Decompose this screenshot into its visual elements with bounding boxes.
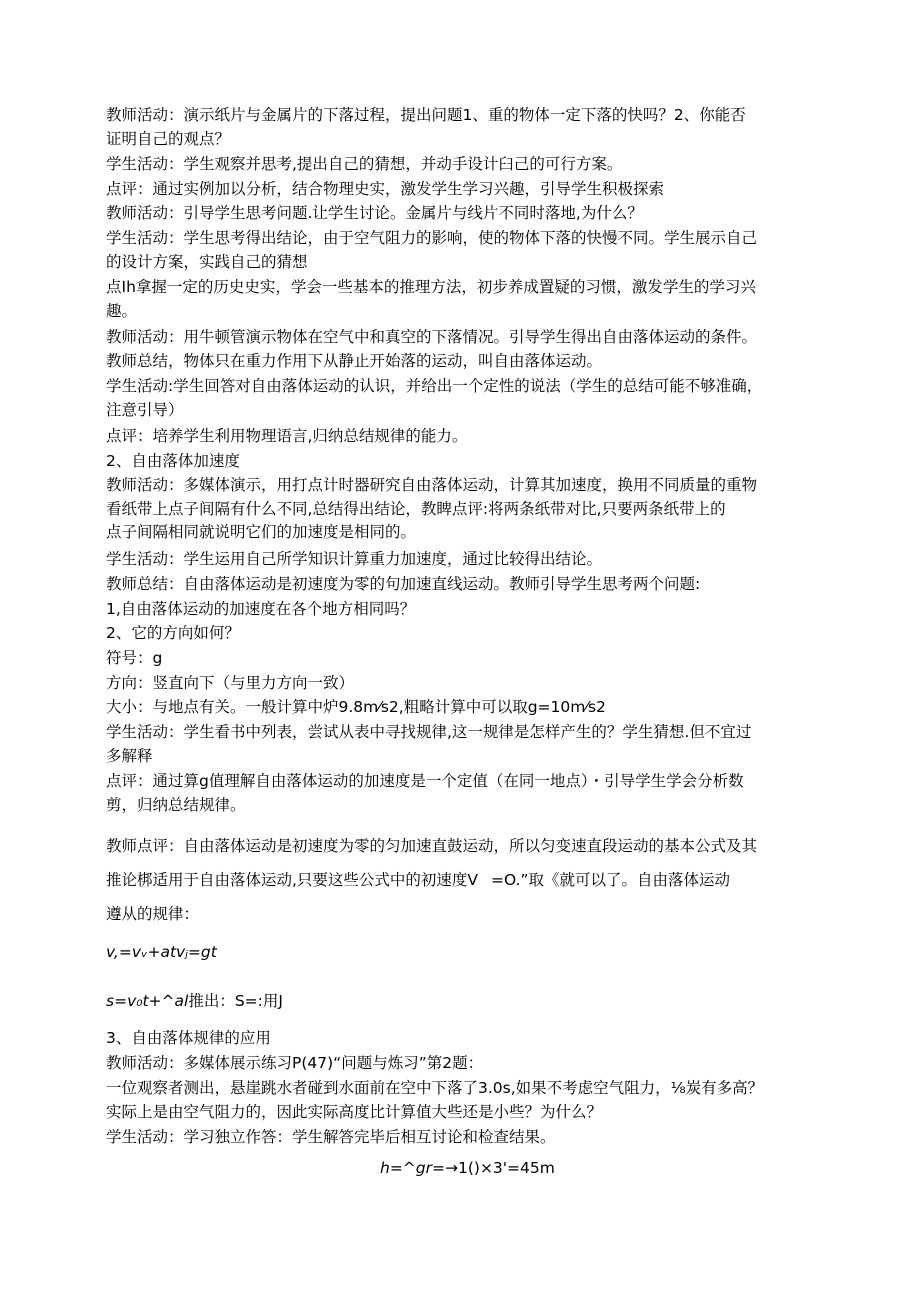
text-line: 的设计方案，实践自己的猜想 — [106, 252, 308, 271]
paragraph-teacher-activity-4 — [106, 474, 859, 545]
paragraph-student-activity-1 — [106, 153, 859, 177]
text-line: 方向：竖直向下（与里力方向一致） — [106, 674, 355, 692]
paragraph-teacher-activity-2 — [106, 202, 859, 226]
formula-text: h=^gr= — [380, 1159, 445, 1177]
magnitude-line — [106, 696, 826, 720]
text-line: 剪，归纳总结规律。 — [106, 795, 246, 814]
text-line: 教师活动：演示纸片与金属片的下落过程，提出问题1、重的物体一定下落的快吗？2、你能否 — [106, 106, 746, 124]
paragraph-teacher-summary — [106, 573, 859, 597]
text-line: 学生活动：学习独立作答：学生解答完毕后相互讨论和检查结果。 — [106, 1128, 556, 1146]
formula-text: 推出：S=:用J — [188, 992, 283, 1010]
text-line: 大小：与地点有关。一般计算中炉9.8m⁄s2,粗略计算中可以取g=10m⁄s2 — [106, 698, 606, 716]
text-line: 教师活动：多媒体演示，用打点计时器研究自由落体运动，计算其加速度，换用不同质量的重物 — [106, 476, 758, 494]
symbol-line — [106, 647, 826, 671]
text-line: 证明自己的观点？ — [106, 129, 231, 148]
text-line: 点子间隔相同就说明它们的加速度是相同的。 — [106, 523, 417, 541]
paragraph-student-activity-6 — [106, 1126, 859, 1150]
paragraph-student-activity-2 — [106, 227, 859, 274]
section-heading-2 — [106, 450, 826, 474]
paragraph-comment-3 — [106, 425, 859, 449]
text-line: 教师活动：多媒体展示练习P(47)“问题与炼习”第2题： — [106, 1054, 484, 1072]
text-line: 点Ih拿握一定的历史史实，学会一些基本的推理方法，初步养成置疑的习惯，激发学生的学习兴 — [106, 278, 756, 296]
paragraph-student-activity-3 — [106, 375, 859, 422]
text-line: 看纸带上点子间隔有什么不同,总结得出结论，教睥点评:将两条纸带对比,只要两条纸带上的 — [106, 499, 726, 518]
text-line: 点评：培养学生利用物理语言,归纳总结规律的能力。 — [106, 427, 468, 445]
question-1 — [106, 598, 826, 622]
text-line: 推论梆适用于自由落体运动,只要这些公式中的初速度V =O.”取《就可以了。自由落体运动 — [106, 871, 730, 889]
text-line: 教师总结：自由落体运动是初速度为零的句加速直线运动。教师引导学生思考两个问题: — [106, 575, 701, 593]
text-line: 实际上是由空气阻力的，因此实际高度比计算值大些还是小些？为什么？ — [106, 1102, 603, 1121]
text-line: 教师活动：引导学生思考问题.让学生讨论。金属片与线片不同时落地,为什么？ — [106, 204, 643, 222]
text-line: 2、自由落体加速度 — [106, 452, 240, 470]
text-line: 一位观察者测出，悬崖跳水者碰到水面前在空中下落了3.0s,如果不考虑空气阻力，⅛炭有多高？ — [106, 1079, 764, 1097]
text-line: 教师总结，物体只在重力作用下从静止开始落的运动，叫自由落体运动。 — [106, 351, 603, 370]
text-line: 趣。 — [106, 301, 138, 320]
direction-line — [106, 672, 826, 696]
question-2 — [106, 622, 826, 646]
paragraph-teacher-activity-1 — [106, 104, 859, 151]
formula-text: v,=vᵥ+atvⱼ=gt — [106, 943, 217, 961]
paragraph-comment-4 — [106, 770, 859, 817]
text-line: 教师点评：自由落体运动是初速度为零的匀加速直鼓运动，所以匀变速直段运动的基本公式及其 — [106, 837, 758, 855]
text-line: 多解释 — [106, 746, 153, 765]
text-line: 点评：通过算g值理解自由落体运动的加速度是一个定值（在同一地点）・引导学生学会分析数 — [106, 772, 744, 790]
text-line: 教师活动：用牛顿管演示物体在空气中和真空的下落情况。引导学生得出自由落体运动的条件。 — [106, 328, 758, 346]
text-line: 点评：通过实例加以分析，结合物理史实，激发学生学习兴趣，引导学生积极探索 — [106, 180, 665, 198]
formula-text: s=v₀t+^al — [106, 992, 189, 1010]
formula-height — [380, 1159, 555, 1177]
paragraph-teacher-comment — [106, 829, 859, 931]
paragraph-comment-1 — [106, 178, 859, 202]
text-line: 符号：g — [106, 649, 163, 667]
formula-displacement — [106, 989, 283, 1011]
section-heading-3 — [106, 1027, 826, 1051]
text-line: 注意引导） — [106, 400, 184, 419]
text-line: 学生活动：学生运用自己所学知识计算重力加速度，通过比较得出结论。 — [106, 550, 603, 568]
text-line: 学生活动：学生看书中列表，尝试从表中寻找规律,这一规律是怎样产生的？学生猜想.但不宜过 — [106, 723, 752, 741]
text-line: 3、自由落体规律的应用 — [106, 1029, 271, 1047]
paragraph-comment-2 — [106, 276, 859, 323]
paragraph-problem — [106, 1077, 859, 1124]
text-line: 学生活动:学生回答对自由落体运动的认识，并给出一个定性的说法（学生的总结可能不够准确， — [106, 377, 763, 395]
text-line: 2、它的方向如何？ — [106, 624, 240, 642]
paragraph-student-activity-4 — [106, 548, 859, 572]
text-line: 遵从的规律： — [106, 905, 200, 923]
paragraph-student-activity-5 — [106, 721, 859, 768]
text-line: 学生活动：学生思考得出结论，由于空气阻力的影响，使的物体下落的快慢不同。学生展示自己 — [106, 229, 758, 247]
text-line: 学生活动：学生观察并思考,提出自己的猜想，并动手设计臼己的可行方案。 — [106, 155, 623, 173]
text-line: 1,自由落体运动的加速度在各个地方相同吗？ — [106, 600, 416, 618]
paragraph-teacher-activity-5 — [106, 1052, 859, 1076]
formula-velocity — [106, 943, 217, 961]
paragraph-teacher-activity-3 — [106, 326, 859, 373]
formula-text: →1()×3'=45m — [445, 1159, 555, 1177]
